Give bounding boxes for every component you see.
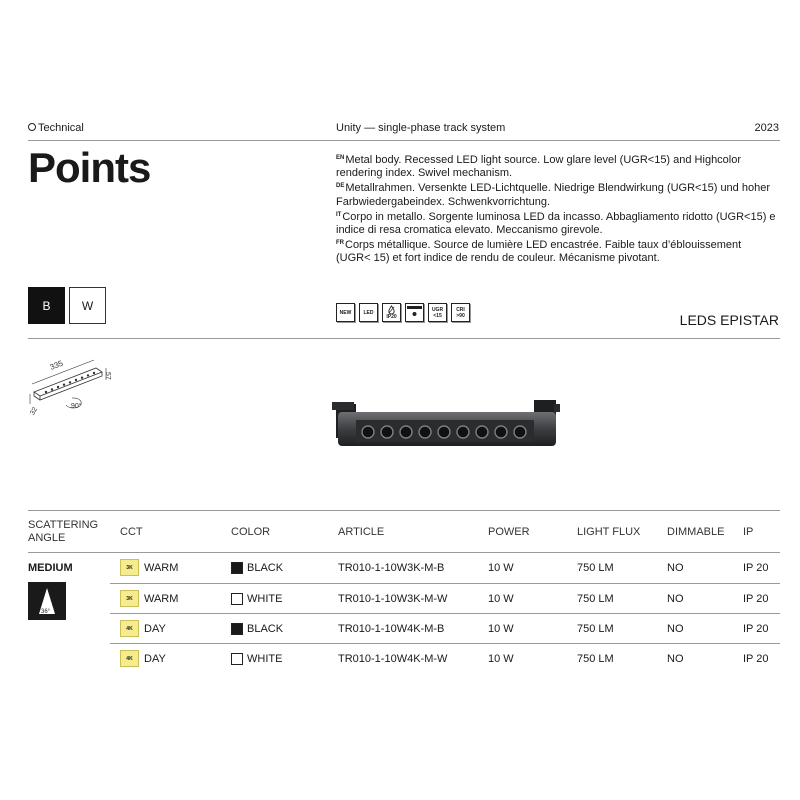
description-en: $^{EN}$Metal body. Recessed LED light source. Low glare level (UGR<15) and Highcolor rendering index. Swivel mechanism. xyxy=(336,154,742,180)
header-cct: CCT xyxy=(120,526,143,538)
cri-icon: CRI >90 xyxy=(451,303,470,322)
header-ip: IP xyxy=(743,526,754,538)
header-color: COLOR xyxy=(231,526,271,538)
article-value: TR010-1-10W4K-M-B xyxy=(338,623,445,635)
description-fr: $^{FR}$Corps métallique. Source de lumière LED encastrée. Faible taux d’éblouissement (UGR< 15) et fort indice de rendu de couleur. Mécanisme pivotant. xyxy=(336,239,742,265)
cct-value: DAY xyxy=(144,623,166,635)
section-divider xyxy=(28,338,780,339)
color-value: BLACK xyxy=(247,562,284,574)
table-row[interactable] xyxy=(0,644,800,674)
table-row[interactable] xyxy=(0,553,800,583)
new-badge-icon: NEW xyxy=(336,303,355,322)
dimmable-value: NO xyxy=(667,562,684,574)
ip20-drop-icon: IP20 xyxy=(382,303,401,322)
cct-badge: 4K xyxy=(120,620,139,637)
ip-value: IP 20 xyxy=(743,593,769,605)
cct-value: WARM xyxy=(144,562,179,574)
color-value: WHITE xyxy=(247,653,283,665)
description-de: $^{DE}$Metallrahmen. Versenkte LED-Lichtquelle. Niedrige Blendwirkung (UGR<15) und hoher Farbwiedergabeindex. Schwenkvorrichtung. xyxy=(336,182,770,208)
led-dots xyxy=(45,372,95,393)
color-swatch xyxy=(231,623,243,635)
dimmable-value: NO xyxy=(667,653,684,665)
color-swatch xyxy=(231,653,243,665)
cct-badge: 4K xyxy=(120,650,139,667)
ugr-icon: UGR <15 xyxy=(428,303,447,322)
power-value: 10 W xyxy=(488,593,514,605)
product-image xyxy=(328,396,568,452)
dimmable-value: NO xyxy=(667,593,684,605)
fixture-outline-icon xyxy=(34,368,102,400)
ip-value: IP 20 xyxy=(743,623,769,635)
ip-value: IP 20 xyxy=(743,653,769,665)
header-light-flux: LIGHT FLUX xyxy=(577,526,641,538)
power-value: 10 W xyxy=(488,653,514,665)
cct-badge: 3K xyxy=(120,559,139,576)
color-value: BLACK xyxy=(247,623,284,635)
header-scattering-angle: SCATTERING ANGLE xyxy=(28,519,99,544)
color-swatch xyxy=(231,562,243,574)
dimension-drawing xyxy=(26,350,126,425)
flux-value: 750 LM xyxy=(577,653,614,665)
power-value: 10 W xyxy=(488,623,514,635)
track-mount-icon xyxy=(405,303,424,322)
cct-value: DAY xyxy=(144,653,166,665)
flux-value: 750 LM xyxy=(577,562,614,574)
header-divider xyxy=(28,140,780,141)
ip-value: IP 20 xyxy=(743,562,769,574)
circle-bullet-icon xyxy=(28,123,36,131)
header-dimmable: DIMMABLE xyxy=(667,526,725,538)
table-top-divider xyxy=(28,510,780,511)
color-value: WHITE xyxy=(247,593,283,605)
finish-white-swatch[interactable]: W xyxy=(69,287,106,324)
flux-value: 750 LM xyxy=(577,593,614,605)
led-badge-icon: LED xyxy=(359,303,378,322)
table-row[interactable] xyxy=(0,614,800,644)
dim-length: 335 xyxy=(48,358,65,372)
scattering-angle-label: MEDIUM xyxy=(28,562,73,574)
flux-value: 750 LM xyxy=(577,623,614,635)
description-block xyxy=(336,152,776,266)
dim-width: 32 xyxy=(29,406,40,417)
description-it: $^{IT}$Corpo in metallo. Sorgente luminosa LED da incasso. Abbagliamento ridotto (UGR<15) e indice di resa cromatica elevato. Meccanismo girevole. xyxy=(336,210,776,237)
page-title: Points xyxy=(28,144,151,191)
header-article: ARTICLE xyxy=(338,526,385,538)
beam-angle-value: 36° xyxy=(41,609,51,615)
cct-badge: 3K xyxy=(120,590,139,607)
cct-value: WARM xyxy=(144,593,179,605)
finish-black-swatch[interactable]: B xyxy=(28,287,65,324)
dim-height: 57 xyxy=(104,372,111,380)
leds-label: LEDS EPISTAR xyxy=(679,312,779,328)
article-value: TR010-1-10W3K-M-W xyxy=(338,593,448,605)
header-power: POWER xyxy=(488,526,530,538)
dimmable-value: NO xyxy=(667,623,684,635)
feature-badges xyxy=(336,303,470,322)
dim-rotation: 90° xyxy=(71,403,82,410)
color-swatch xyxy=(231,593,243,605)
year: 2023 xyxy=(754,122,779,134)
section-label: Technical xyxy=(28,122,84,134)
system-name: Unity — single-phase track system xyxy=(336,122,506,134)
article-value: TR010-1-10W4K-M-W xyxy=(338,653,448,665)
article-value: TR010-1-10W3K-M-B xyxy=(338,562,445,574)
led-lenses xyxy=(362,426,526,438)
power-value: 10 W xyxy=(488,562,514,574)
table-row[interactable] xyxy=(0,584,800,614)
